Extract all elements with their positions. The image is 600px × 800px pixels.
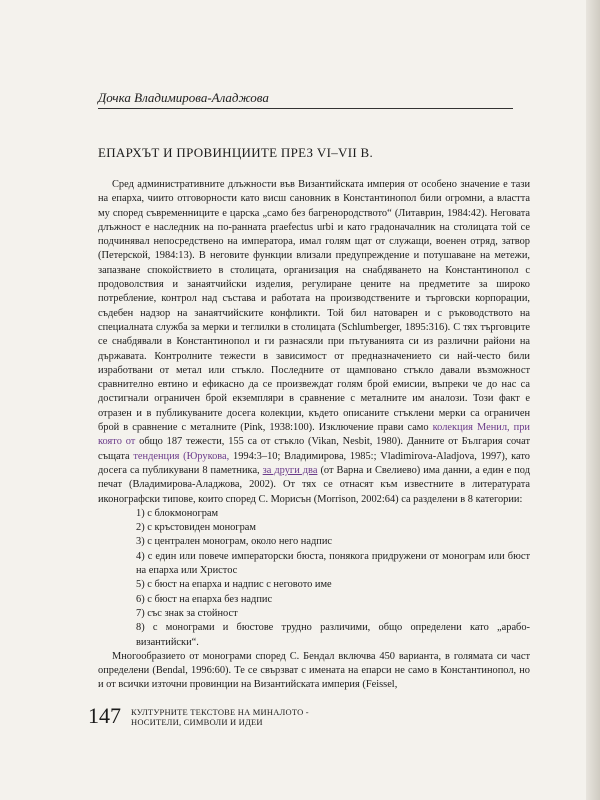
running-title-line-1: КУЛТУРНИТЕ ТЕКСТОВЕ НА МИНАЛОТО -	[131, 707, 309, 717]
list-item: 8) с монограми и бюстове трудно различими, общо определени като „арабо-византийски“.	[136, 622, 530, 648]
list-item: 4) с един или повече императорски бюста, понякога придружени от монограм или бюст на епарха или Христос	[136, 550, 530, 577]
list-item: 5) с бюст на епарха и надпис с неговото име	[136, 579, 332, 591]
running-title	[131, 705, 309, 727]
paragraph-1-tail-c: (от Варна и Свелиево) има данни, а един е под печат (Владимирова-Аладжова, 2002). От тях се отнасят към известните в литературата иконографски типове, които според С. Морисън (Morrison, 2002:64) са разделени в 8 категории:	[98, 464, 530, 505]
list-item: 2) с кръстовиден монограм	[136, 522, 256, 534]
highlight-tendency: тенденция (Юрукова,	[133, 450, 230, 462]
paragraph-1-tail-a: общо 187 тежести, 155 са от стъкло (Vikan, Nesbit, 1980). Данните от България сочат същата	[98, 436, 530, 462]
highlight-two-more: за други два	[262, 464, 318, 476]
page-number: 147	[88, 703, 121, 728]
list-item: 1) с блокмонограм	[136, 507, 219, 519]
header-rule	[98, 108, 513, 109]
highlight-menil: колекция Менил, при която от	[98, 422, 530, 448]
list-item: 6) с бюст на епарха без надпис	[136, 593, 273, 605]
paragraph-2: Многообразието от монограми според С. Бендал включва 450 варианта, в голямата си част определени (Bendal, 1996:60). Те се свързват с имената на епарси не само в Константинопол, но и от всички източни провинции на Византийската империя (Feissel,	[98, 650, 530, 691]
paragraph-1	[98, 178, 530, 507]
list-item: 7) със знак за стойност	[136, 607, 238, 619]
list-item: 3) с централен монограм, около него надпис	[136, 536, 332, 548]
paragraph-1-tail-b: 1994:3–10; Владимирова, 1985:; Vladimirova-Aladjova, 1997), като досега са публикувани 8 паметника,	[98, 450, 530, 476]
page-fold-shadow	[586, 0, 600, 800]
page-footer	[88, 705, 309, 727]
article-title: ЕПАРХЪТ И ПРОВИНЦИИТЕ ПРЕЗ VI–VII В.	[98, 145, 374, 160]
running-title-line-2: НОСИТЕЛИ, СИМВОЛИ И ИДЕИ	[131, 717, 263, 727]
article-body	[98, 178, 530, 693]
category-list	[98, 507, 530, 650]
author-name: Дочка Владимирова-Аладжова	[98, 90, 269, 105]
paragraph-1-text: Сред административните длъжности във Византийската империя от особено значение е тази на епарха, чиито отговорности като висш сановник в Константинопол били огромни, а властта му според съвременниците е царска „само без багренородството“ (Литаврин, 1984:42). Неговата длъжност е наследник на по-ранната praefectus urbi и като градоначалник на столицата той се подчинявал непосредствено на императора, имал голям щат от служащи, военен отряд, затвор (Петерской, 1984:13). В неговите функции влизали предупреждение и потушаване на метежи, запазване спокойствието в столицата, организация на снабдяването на Константинопол с продоволствия и занаятчийски изделия, регулиране цените на предметите за широко потребление, контрол над състава и работата на производствените и търговски корпорации, съдебен надзор на занаятчийските конфликти. Той бил натоварен и с ръководството на специалната служба за мерки и теглилки в столицата (Schlumberger, 1895:316). С тях търговците се снабдявали в Константинопол и ги разнасяли при пътуванията си из различни райони на държавата. Контролните тежести в зависимост от предназначението си най-често били изработвани от метал или стъкло. Последните от щамповано стъкло давали възможност сравнително евтино и ефикасно да се произвеждат голям брой емисии, въпреки че до нас са достигнали ограничен брой екземпляри в сравнение с металните им аналози. Този факт е отразен и в публикуваните досега колекции, където описаните стъклени мерки са ограничен брой в сравнение с металните (Pink, 1938:100). Изключение прави само	[98, 179, 530, 434]
